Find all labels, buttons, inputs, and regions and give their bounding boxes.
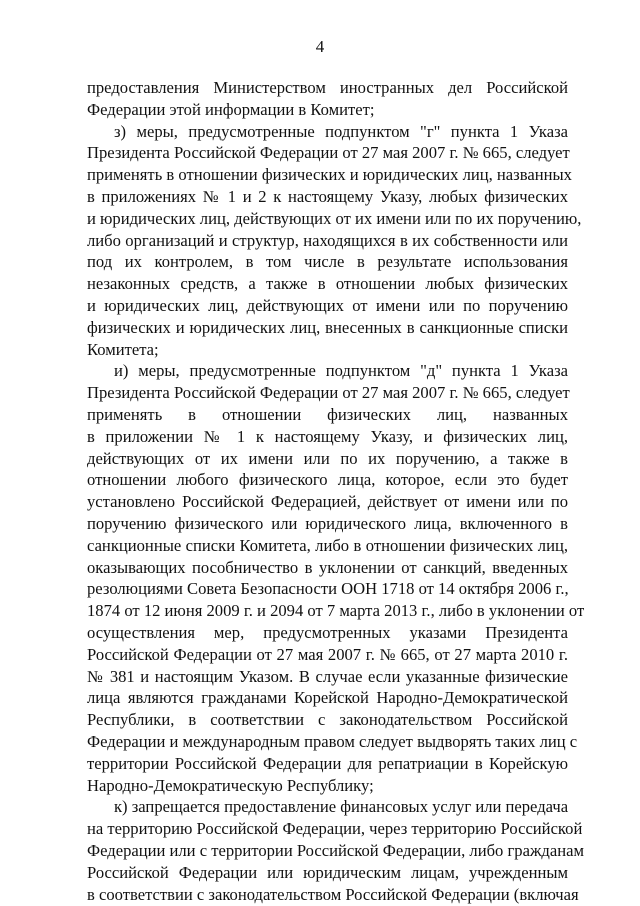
- page-number: 4: [315, 37, 325, 56]
- text-line: Республики, в соответствии с законодательством Российской: [87, 710, 568, 730]
- text-line: в приложениях № 1 и 2 к настоящему Указу, любых физических: [87, 187, 568, 206]
- text-line: физических и юридических лиц, внесенных в санкционные списки: [87, 317, 568, 337]
- text-line: № 381 и настоящим Указом. В случае если указанные физические: [87, 666, 568, 686]
- text-line: предоставления Министерством иностранных дел Российской: [87, 78, 568, 97]
- text-line: на территорию Российской Федерации, через территорию Российской: [87, 819, 583, 839]
- text-line: территории Российской Федерации для репатриации в Корейскую: [87, 753, 568, 773]
- text-line: установлено Российской Федерацией, действует от имени или по: [87, 492, 568, 512]
- text-line: и юридических лиц, действующих от их имени или по их поручению,: [87, 208, 582, 228]
- text-line: в приложении № 1 к настоящему Указу, и физических лиц,: [87, 426, 568, 446]
- text-line: з) меры, предусмотренные подпунктом "г" пункта 1 Указа: [114, 121, 568, 141]
- text-line: в соответствии с законодательством Российской Федерации (включая: [87, 884, 579, 904]
- text-line: поручению физического или юридического лица, включенного в: [87, 514, 568, 533]
- text-line: 1874 от 12 июня 2009 г. и 2094 от 7 марта 2013 г., либо в уклонении от: [87, 601, 585, 621]
- text-line: к) запрещается предоставление финансовых услуг или передача: [114, 797, 569, 817]
- text-line: лица являются гражданами Корейской Народно-Демократической: [87, 688, 568, 708]
- text-line: Федерации или с территории Российской Федерации, либо гражданам: [87, 841, 584, 860]
- text-line: резолюциями Совета Безопасности ООН 1718 от 14 октября 2006 г.,: [87, 579, 569, 599]
- text-line: применять в отношении физических и юридических лиц, названных: [87, 165, 572, 185]
- text-line: оказывающих пособничество в уклонении от санкций, введенных: [87, 557, 568, 577]
- text-line: под их контролем, в том числе в результате использования: [87, 252, 568, 272]
- text-line: и) меры, предусмотренные подпунктом "д" пункта 1 Указа: [114, 361, 568, 381]
- text-line: действующих от их имени или по их поручению, а также в: [87, 448, 568, 468]
- text-line: Президента Российской Федерации от 27 мая 2007 г. № 665, следует: [87, 383, 570, 403]
- text-line: Российской Федерации от 27 мая 2007 г. № 665, от 27 марта 2010 г.: [87, 644, 568, 664]
- text-line: Федерации и международным правом следует выдворять таких лиц с: [87, 732, 578, 751]
- text-line: санкционные списки Комитета, либо в отношении физических лиц,: [87, 535, 568, 555]
- text-line: Народно-Демократическую Республику;: [87, 775, 374, 795]
- text-line: Президента Российской Федерации от 27 мая 2007 г. № 665, следует: [87, 143, 570, 163]
- text-line: Комитета;: [87, 339, 159, 359]
- text-line: либо организаций и структур, находящихся в их собственности или: [87, 230, 568, 250]
- text-line: Российской Федерации или юридическим лицам, учрежденным: [87, 862, 568, 882]
- text-line: и юридических лиц, действующих от имени или по поручению: [87, 296, 568, 315]
- text-line: Федерации этой информации в Комитет;: [87, 99, 375, 119]
- text-line: отношении любого физического лица, которое, если это будет: [87, 470, 568, 490]
- text-line: осуществления мер, предусмотренных указами Президента: [87, 623, 568, 642]
- text-line: применять в отношении физических лиц, названных: [87, 405, 568, 424]
- text-line: незаконных средств, а также в отношении любых физических: [87, 274, 568, 294]
